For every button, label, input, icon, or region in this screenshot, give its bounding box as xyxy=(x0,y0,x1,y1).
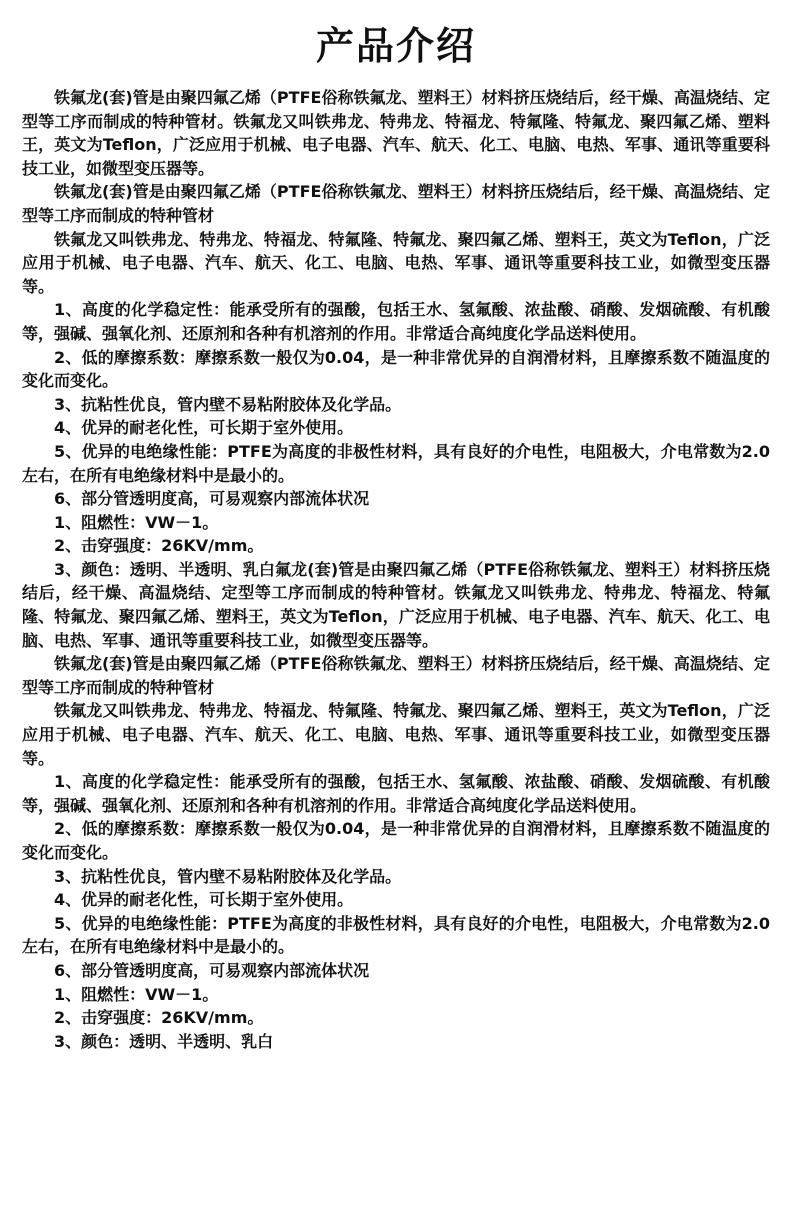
paragraph: 铁氟龙又叫铁弗龙、特弗龙、特福龙、特氟隆、特氟龙、聚四氟乙烯、塑料王，英文为Teflon，广泛应用于机械、电子电器、汽车、航天、化工、电脑、电热、军事、通讯等重要科技工业，如微型变压器等。 xyxy=(22,701,770,768)
paragraph: 3、抗粘性优良，管内壁不易粘附胶体及化学品。 xyxy=(54,394,402,414)
paragraph: 1、阻燃性：VW－1。 xyxy=(54,512,219,532)
paragraph: 4、优异的耐老化性，可长期于室外使用。 xyxy=(54,890,354,910)
paragraph: 3、颜色：透明、半透明、乳白 xyxy=(54,1031,274,1051)
paragraph: 铁氟龙(套)管是由聚四氟乙烯（PTFE俗称铁氟龙、塑料王）材料挤压烧结后，经干燥、高温烧结、定型等工序而制成的特种管材。铁氟龙又叫铁弗龙、特弗龙、特福龙、特氟隆、特氟龙、聚四氟乙烯、塑料王，英文为Teflon，广泛应用于机械、电子电器、汽车、航天、化工、电脑、电热、军事、通讯等重要科技工业，如微型变压器等。 xyxy=(22,88,770,178)
paragraph: 2、低的摩擦系数：摩擦系数一般仅为0.04，是一种非常优异的自润滑材料，且摩擦系数不随温度的变化而变化。 xyxy=(22,347,770,391)
paragraph: 4、优异的耐老化性，可长期于室外使用。 xyxy=(54,418,354,438)
paragraph: 3、抗粘性优良，管内壁不易粘附胶体及化学品。 xyxy=(54,866,402,886)
paragraph: 1、高度的化学稳定性：能承受所有的强酸，包括王水、氢氟酸、浓盐酸、硝酸、发烟硫酸、有机酸等，强碱、强氧化剂、还原剂和各种有机溶剂的作用。非常适合高纯度化学品送料使用。 xyxy=(22,772,770,815)
paragraph: 3、颜色：透明、半透明、乳白氟龙(套)管是由聚四氟乙烯（PTFE俗称铁氟龙、塑料王）材料挤压烧结后，经干燥、高温烧结、定型等工序而制成的特种管材。铁氟龙又叫铁弗龙、特弗龙、特福龙、特氟隆、特氟龙、聚四氟乙烯、塑料王，英文为Teflon，广泛应用于机械、电子电器、汽车、航天、化工、电脑、电热、军事、通讯等重要科技工业，如微型变压器等。 xyxy=(22,559,770,650)
paragraph: 6、部分管透明度高，可易观察内部流体状况 xyxy=(54,960,370,980)
paragraph: 5、优异的电绝缘性能：PTFE为高度的非极性材料，具有良好的介电性，电阻极大，介电常数为2.0左右，在所有电绝缘材料中是最小的。 xyxy=(22,913,770,957)
paragraph: 6、部分管透明度高，可易观察内部流体状况 xyxy=(54,489,370,509)
paragraph: 2、击穿强度：26KV/mm。 xyxy=(54,1008,264,1028)
paragraph: 铁氟龙(套)管是由聚四氟乙烯（PTFE俗称铁氟龙、塑料王）材料挤压烧结后，经干燥、高温烧结、定型等工序而制成的特种管材 xyxy=(22,654,770,697)
paragraph: 5、优异的电绝缘性能：PTFE为高度的非极性材料，具有良好的介电性，电阻极大，介电常数为2.0左右，在所有电绝缘材料中是最小的。 xyxy=(22,441,770,485)
paragraph: 铁氟龙又叫铁弗龙、特弗龙、特福龙、特氟隆、特氟龙、聚四氟乙烯、塑料王，英文为Teflon，广泛应用于机械、电子电器、汽车、航天、化工、电脑、电热、军事、通讯等重要科技工业，如微型变压器等。 xyxy=(22,229,770,296)
page-title: 产品介绍 xyxy=(315,24,476,68)
paragraph: 2、击穿强度：26KV/mm。 xyxy=(54,536,264,556)
product-description xyxy=(22,86,770,1053)
paragraph: 1、高度的化学稳定性：能承受所有的强酸，包括王水、氢氟酸、浓盐酸、硝酸、发烟硫酸、有机酸等，强碱、强氧化剂、还原剂和各种有机溶剂的作用。非常适合高纯度化学品送料使用。 xyxy=(22,300,770,343)
paragraph: 铁氟龙(套)管是由聚四氟乙烯（PTFE俗称铁氟龙、塑料王）材料挤压烧结后，经干燥、高温烧结、定型等工序而制成的特种管材 xyxy=(22,182,770,225)
paragraph: 2、低的摩擦系数：摩擦系数一般仅为0.04，是一种非常优异的自润滑材料，且摩擦系数不随温度的变化而变化。 xyxy=(22,819,770,862)
paragraph: 1、阻燃性：VW－1。 xyxy=(54,984,219,1004)
